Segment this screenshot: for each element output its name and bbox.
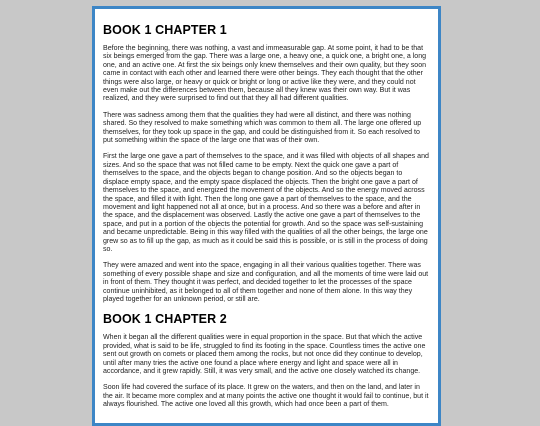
chapter-2-paragraph-2: Soon life had covered the surface of its place. It grew on the waters, and then on the land, and later in the air. It became more complex and at many points the active one thought it would fail to continue, but it always flourished. The active one loved all this growth, which had once been a part of them. (103, 384, 429, 409)
chapter-2-title: BOOK 1 CHAPTER 2 (103, 312, 227, 327)
chapter-1-paragraph-2: There was sadness among them that the qualities they had were all distinct, and there was nothing shared. So they resolved to make something which was common to them all. The large one offered up themselves, for they took up space in the gap, and could be distinguished from it. So each resolved to put something within the space of the large one that was of their own. (103, 111, 422, 145)
chapter-1-paragraph-4: They were amazed and went into the space, engaging in all their various qualities together. There was something of every possible shape and size and configuration, and all the moments of time were laid out in front of them. They thought it was perfect, and decided together to let the processes of the space continue uninhibited, as it belonged to all of them together and none of them alone. In this way they played together for an unknown period, or still are. (103, 262, 429, 303)
chapter-1-paragraph-3: First the large one gave a part of themselves to the space, and it was filled with objects of all shapes and sizes. And so the space that was not filled came to be empty. Next the quick one gave a part of themselves to the space, and the objects began to change position. And so the objects began to displace empty space, and the empty space displaced the objects. Then the bright one gave a part of themselves to the space, and energized the movement of the objects. And so the energy moved across the space, and filled it with light. Then the long one gave a part of themselves to the space, and the movement and light happened not all at once, but in a process. And so there was a before and after in the space, and the displacement was observed. Lastly the active one gave a part of themselves to the space, and put in a portion of the objects the potential for growth. And so the space was self-sustaining and became unpredictable. Being in this way filled with the qualities of all the other beings, the large one grew so as to fill up the gap, as much as it could be said this is possible, or is still in the process of doing so. (103, 153, 429, 253)
chapter-1-title: BOOK 1 CHAPTER 1 (103, 23, 227, 37)
chapter-2-paragraph-1: When it began all the different qualities were in equal proportion in the space. But that which the active provided, what is said to be life, struggled to find its footing in the space. Countless times the active one sent out growth on comets or placed them among the rocks, but not once did they continue to develop, until after many tries the active one found a place where energy and light and space were all in accordance, and it grew rapidly. Still, it was very small, and the active one closely watched its change. (103, 334, 426, 375)
chapter-1-paragraph-1: Before the beginning, there was nothing, a vast and immeasurable gap. At some point, it had to be that six beings emerged from the gap. There was a large one, a heavy one, a quick one, a bright one, a long one, and an active one. At first the six beings only knew themselves and their own quality, but they soon came in contact with each other and learned there were other beings. They each thought that the other things were also large, or heavy or quick or bright or long or active like they were, and they could not even make out the differences between them, because all they knew was their own way. But it was realized, and they were surprised to find out that they all had different qualities. (103, 45, 427, 103)
chapter-2 (103, 312, 430, 409)
document-page (92, 6, 441, 426)
chapter-1 (103, 23, 430, 304)
